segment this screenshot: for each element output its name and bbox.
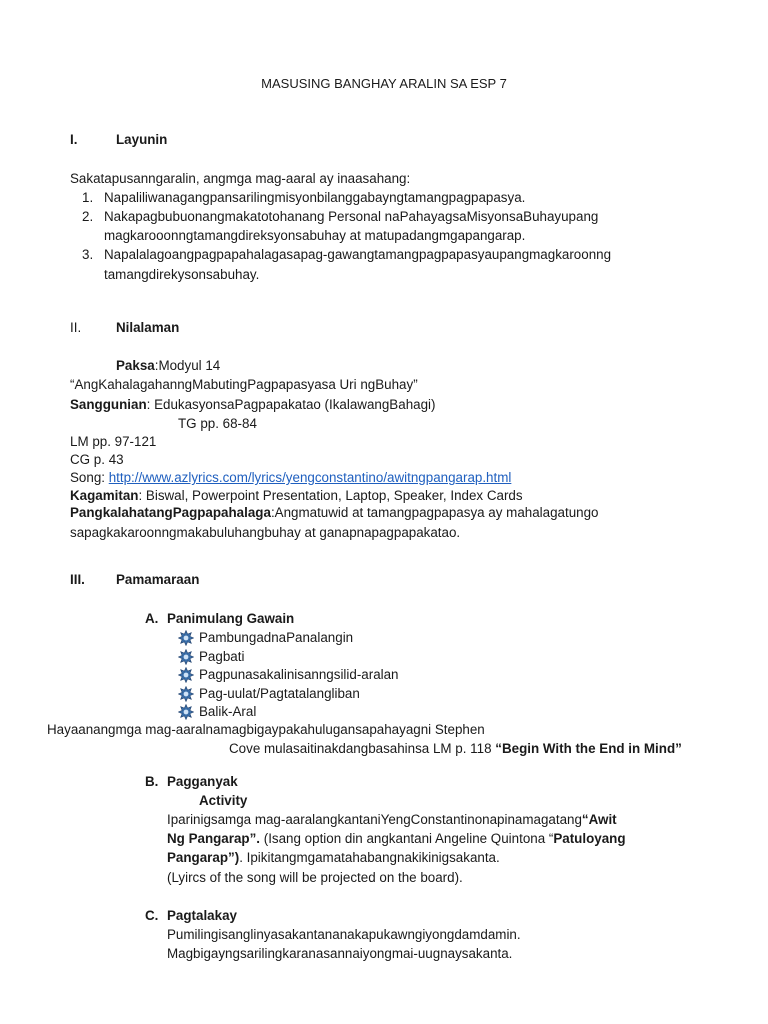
sanggunian-line bbox=[70, 396, 435, 414]
sanggunian-value: : EdukasyonsaPagpapakatao (IkalawangBahagi) bbox=[146, 397, 436, 412]
pagganyak-instruction: . Ipikitangmgamatahabangnakikinigsakanta. bbox=[239, 850, 500, 865]
tg-reference: TG pp. 68-84 bbox=[178, 416, 257, 431]
pagganyak-song-title: “Awit bbox=[581, 812, 617, 827]
pagganyak-line-4: (Lyircs of the song will be projected on the board). bbox=[167, 870, 463, 885]
section-1-number: I. bbox=[70, 132, 78, 147]
panimulang-item: Pagpunasakalinisanngsilid-aralan bbox=[199, 667, 399, 682]
star-bullet-icon bbox=[178, 649, 194, 665]
objective-2-number: 2. bbox=[82, 209, 94, 224]
activity-label: Activity bbox=[199, 793, 248, 808]
pagganyak-line-1-text: Iparinigsamga mag-aaralangkantaniYengConstantinonapinamagatang bbox=[167, 812, 582, 827]
panimulang-item: Balik-Aral bbox=[199, 704, 257, 719]
objective-1-number: 1. bbox=[82, 190, 94, 205]
objective-2-text-cont: magkarooonngtamangdireksyonsabuhay at matupadangmgapangarap. bbox=[104, 228, 526, 243]
subsection-b-letter: B. bbox=[145, 774, 159, 789]
sanggunian-label: Sanggunian bbox=[70, 397, 147, 412]
objective-2-text: Nakapagbubuonangmakatotohanang Personal naPahayagsaMisyonsaBuhayupang bbox=[104, 209, 599, 224]
objective-3-text: Napalalagoangpagpapahalagasapag-gawangtamangpagpapasyaupangmagkaroonng bbox=[104, 247, 612, 262]
kagamitan-line bbox=[70, 487, 523, 505]
panimulang-item: Pagbati bbox=[199, 649, 245, 664]
panimulang-item: PambungadnaPanalangin bbox=[199, 630, 354, 645]
panimulang-item: Pag-uulat/Pagtatalangliban bbox=[199, 686, 360, 701]
song-label: Song: bbox=[70, 470, 109, 485]
pagganyak-line-1 bbox=[167, 811, 617, 829]
pagganyak-option-text: (Isang option din angkantani Angeline Quintona “ bbox=[260, 831, 554, 846]
pangkalahatan-value: :Angmatuwid at tamangpagpapasya ay mahalagatungo bbox=[270, 505, 599, 520]
cg-reference: CG p. 43 bbox=[70, 452, 124, 467]
lm-reference: LM pp. 97-121 bbox=[70, 434, 157, 449]
subsection-b-heading: Pagganyak bbox=[167, 774, 238, 789]
objective-3-number: 3. bbox=[82, 247, 94, 262]
star-bullet-icon bbox=[178, 704, 194, 720]
section-2-heading: Nilalaman bbox=[116, 320, 180, 335]
objective-1-text: Napaliliwanagangpansarilingmisyonbilanggabayngtamangpagpapasya. bbox=[104, 190, 526, 205]
song-line bbox=[70, 469, 511, 487]
balik-aral-text: Hayaanangmga mag-aaralnamagbigaypakahulugansapahayagni Stephen bbox=[47, 722, 485, 737]
section-1-heading: Layunin bbox=[116, 132, 168, 147]
section-3-number: III. bbox=[70, 572, 85, 587]
subsection-c-heading: Pagtalakay bbox=[167, 908, 237, 923]
subsection-c-letter: C. bbox=[145, 908, 159, 923]
section-2-number: II. bbox=[70, 320, 82, 335]
section-3-heading: Pamamaraan bbox=[116, 572, 200, 587]
document-title: MASUSING BANGHAY ARALIN SA ESP 7 bbox=[261, 76, 507, 91]
section-1-intro: Sakatapusanngaralin, angmga mag-aaral ay inaasahang: bbox=[70, 171, 411, 186]
star-bullet-icon bbox=[178, 686, 194, 702]
pangkalahatan-line bbox=[70, 504, 599, 522]
kagamitan-value: : Biswal, Powerpoint Presentation, Laptop, Speaker, Index Cards bbox=[138, 488, 523, 503]
pagganyak-alt-song-cont: Pangarap”) bbox=[167, 850, 240, 865]
paksa-value: :Modyul 14 bbox=[154, 358, 221, 373]
pagganyak-line-2 bbox=[167, 830, 626, 848]
paksa-line bbox=[116, 357, 220, 375]
subsection-a-heading: Panimulang Gawain bbox=[167, 611, 295, 626]
pagtalakay-line-1: Pumilingisanglinyasakantananakapukawngiyongdamdamin. bbox=[167, 927, 521, 942]
paksa-label: Paksa bbox=[116, 358, 155, 373]
pagganyak-alt-song: Patuloyang bbox=[553, 831, 626, 846]
star-bullet-icon bbox=[178, 667, 194, 683]
pagganyak-line-3 bbox=[167, 849, 500, 867]
balik-aral-text-plain: Cove mulasaitinakdangbasahinsa LM p. 118 bbox=[229, 741, 496, 756]
balik-aral-quote: “Begin With the End in Mind” bbox=[495, 741, 682, 756]
paksa-quote: “AngKahalagahanngMabutingPagpapasyasa Uri ngBuhay” bbox=[70, 377, 418, 392]
pagtalakay-line-2: Magbigayngsarilingkaranasannaiyongmai-uugnaysakanta. bbox=[167, 946, 513, 961]
song-link[interactable]: http://www.azlyrics.com/lyrics/yengconstantino/awitngpangarap.html bbox=[108, 470, 512, 485]
pangkalahatan-label: PangkalahatangPagpapahalaga bbox=[70, 505, 271, 520]
subsection-a-letter: A. bbox=[145, 611, 159, 626]
pagganyak-song-title-cont: Ng Pangarap”. bbox=[167, 831, 261, 846]
balik-aral-text-cont bbox=[229, 740, 682, 758]
star-bullet-icon bbox=[178, 630, 194, 646]
kagamitan-label: Kagamitan bbox=[70, 488, 139, 503]
pangkalahatan-line-2: sapagkakaroonngmakabuluhangbuhay at ganapnapagpapakatao. bbox=[70, 525, 461, 540]
objective-3-text-cont: tamangdirekysonsabuhay. bbox=[104, 267, 260, 282]
